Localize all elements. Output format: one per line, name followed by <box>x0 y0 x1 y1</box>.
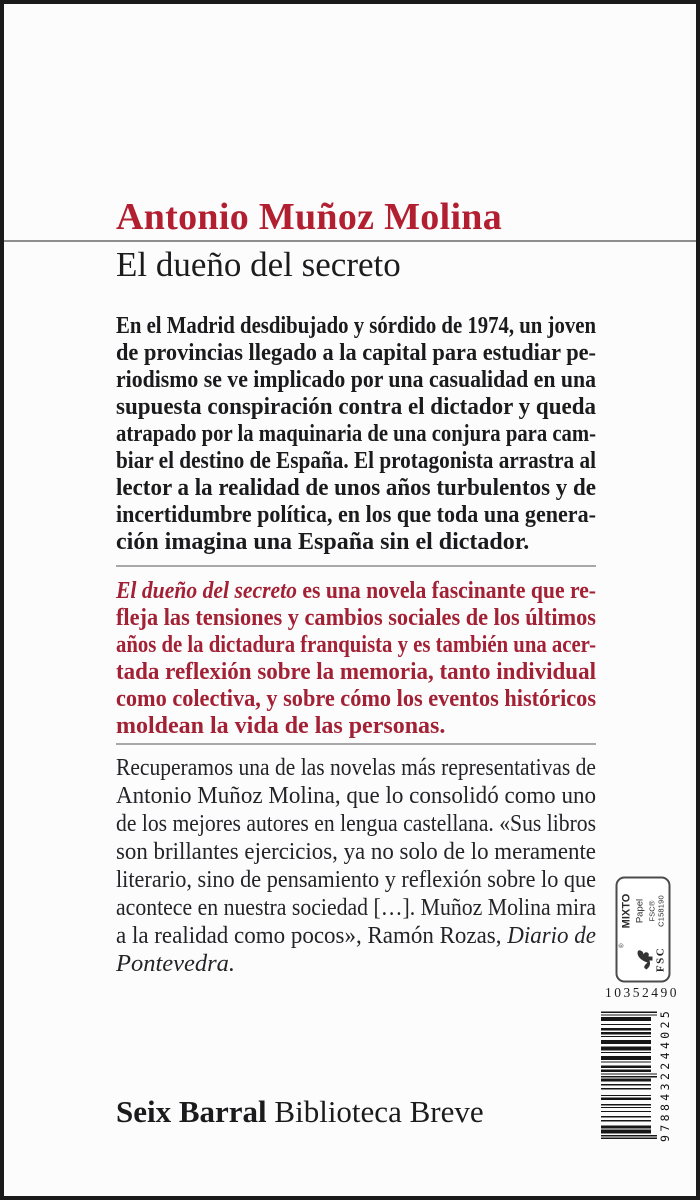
text-line: a la realidad como pocos», Ramón Rozas, Diario de <box>116 922 596 949</box>
registered-mark: ® <box>619 943 625 948</box>
text-line: atrapado por la maquinaria de una conjura para cam- <box>116 421 597 447</box>
fsc-tree-check-icon <box>620 943 665 975</box>
text-line: moldean la vida de las personas. <box>116 713 446 739</box>
book-title: El dueño del secreto <box>116 245 401 284</box>
fsc-brand-label: FSC <box>654 946 666 972</box>
text-line: supuesta conspiración contra el dictador y queda <box>116 394 596 420</box>
text-line: de provincias llegado a la capital para estudiar pe- <box>116 340 597 366</box>
text-line: de los mejores autores en lengua castellana. «Sus libros <box>116 810 597 837</box>
text-line: literario, sino de pensamiento y reflexión sobre lo que <box>116 866 597 893</box>
fsc-material-label: Papel <box>633 898 645 923</box>
text-line: Pontevedra. <box>116 950 236 977</box>
text-line: biar el destino de España. El protagonista arrastra al <box>116 448 596 474</box>
isbn-barcode <box>601 1008 671 1142</box>
fsc-certification-label <box>615 876 670 982</box>
text-line: El dueño del secreto es una novela fascinante que re- <box>116 578 597 604</box>
text-line: lector a la realidad de unos años turbulentos y de <box>116 475 597 501</box>
text-line: acontece en nuestra sociedad […]. Muñoz Molina mira <box>116 894 596 921</box>
publisher-name: Seix Barral <box>116 1094 267 1129</box>
collection-name: Biblioteca Breve <box>274 1094 484 1129</box>
full-width-rule <box>4 240 700 242</box>
text-line: Antonio Muñoz Molina, que lo consolidó como uno <box>116 782 597 809</box>
text-line: años de la dictadura franquista y es también una acer- <box>116 632 596 658</box>
text-line: En el Madrid desdibujado y sórdido de 1974, un joven <box>116 313 596 339</box>
text-line: riodismo se ve implicado por una casualidad en una <box>116 367 597 393</box>
separator-rule <box>116 743 596 745</box>
review-red-paragraph <box>116 578 596 740</box>
text-line: como colectiva, y sobre cómo los eventos históricos <box>116 686 597 712</box>
fsc-type-label: MIXTO <box>620 893 632 928</box>
press-quote-paragraph <box>116 754 596 978</box>
text-line: incertidumbre política, en los que toda una genera- <box>116 502 596 528</box>
text-line: tada reflexión sobre la memoria, tanto individual <box>116 659 596 685</box>
isbn-digits: 9 7 8 8 4 3 2 2 4 4 0 2 5 <box>658 1011 672 1142</box>
print-code: 10352490 <box>605 985 679 1000</box>
author-name: Antonio Muñoz Molina <box>116 196 503 238</box>
publisher-imprint <box>116 1094 484 1130</box>
barcode-bars <box>601 1008 659 1142</box>
text-line: ción imagina una España sin el dictador. <box>116 529 530 555</box>
text-line: fleja las tensiones y cambios sociales de los últimos <box>116 605 596 631</box>
text-line: son brillantes ejercicios, ya no solo de lo meramente <box>116 838 596 865</box>
separator-rule <box>116 565 596 567</box>
fsc-license-code: FSC® C158190 <box>647 894 665 927</box>
synopsis-paragraph <box>116 313 596 556</box>
text-line: Recuperamos una de las novelas más representativas de <box>116 754 596 781</box>
